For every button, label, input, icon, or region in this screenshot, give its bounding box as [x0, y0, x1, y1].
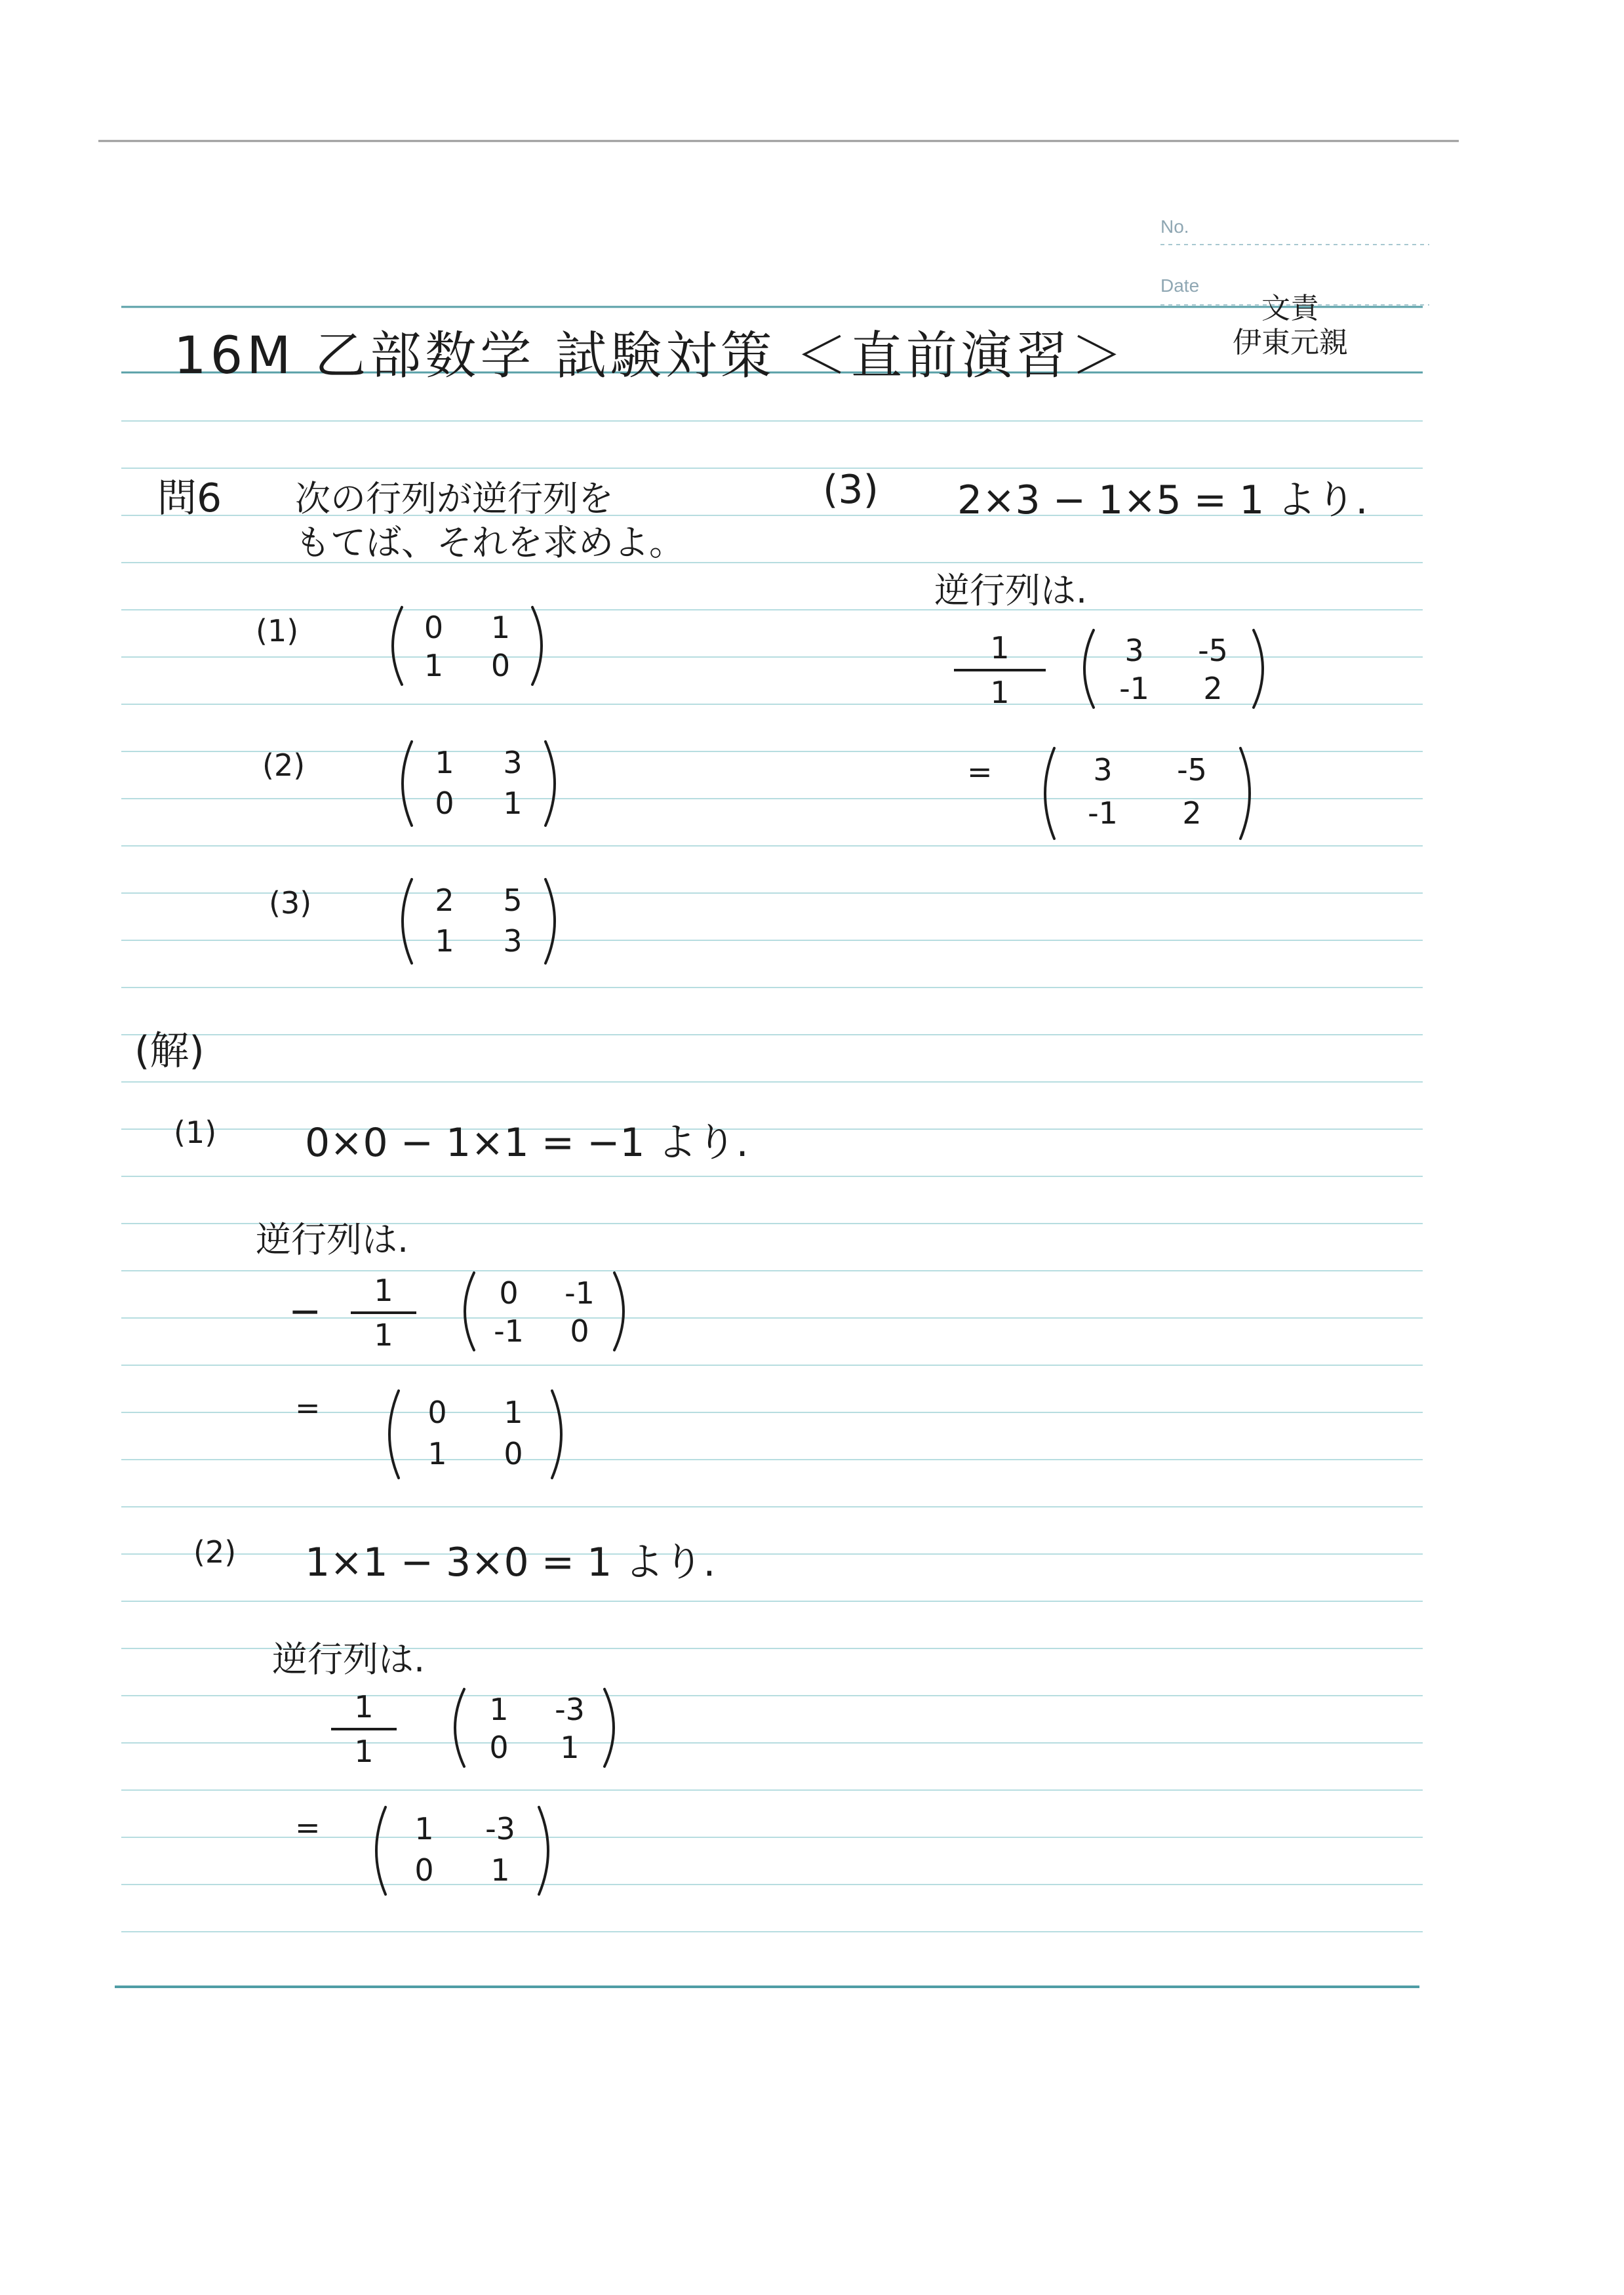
matrix-entry: 1	[489, 1692, 509, 1728]
matrix-entry: -3	[555, 1692, 585, 1728]
solution-3-result	[1036, 744, 1259, 843]
matrix-entry: -3	[485, 1810, 515, 1846]
left-paren	[1045, 748, 1054, 839]
matrix-entry: 2	[435, 883, 454, 919]
left-paren	[403, 742, 412, 826]
matrix-entry: 1	[560, 1729, 580, 1765]
fraction-numerator: 1	[374, 1273, 393, 1308]
solution-1-determinant: 0×0 − 1×1 = −1 より.	[305, 1120, 749, 1166]
problem-text-line2: もてば、それを求めよ。	[295, 522, 684, 563]
matrix-entry: 2	[1203, 670, 1223, 706]
matrix-entry: 3	[1093, 752, 1113, 788]
right-paren	[1240, 748, 1250, 839]
fraction-denominator: 1	[354, 1734, 374, 1769]
right-paren	[532, 607, 542, 685]
problem-matrix-1	[384, 603, 551, 688]
matrix-entry: 0	[499, 1275, 519, 1311]
fraction-bar	[331, 1728, 397, 1730]
solution-2-adjugate	[446, 1685, 623, 1770]
matrix-entry: 0	[570, 1313, 589, 1349]
left-paren	[1084, 630, 1094, 708]
left-paren	[455, 1689, 464, 1766]
right-paren	[545, 742, 555, 826]
matrix-entry: 1	[424, 647, 444, 683]
solution-2-inverse-label: 逆行列は.	[272, 1639, 426, 1680]
matrix-entry: 0	[490, 647, 511, 683]
matrix-entry: 1	[503, 785, 523, 821]
date-label: Date	[1160, 275, 1200, 296]
matrix-entry: -5	[1177, 752, 1207, 788]
matrix-entry: -1	[1119, 670, 1149, 706]
solution-1-inverse-label: 逆行列は.	[256, 1219, 409, 1260]
matrix-entry: -1	[494, 1313, 524, 1349]
matrix-entry: -5	[1198, 633, 1228, 669]
fraction-numerator: 1	[354, 1689, 374, 1725]
no-label: No.	[1160, 216, 1189, 237]
author-role: 文責	[1261, 292, 1319, 325]
right-paren	[1254, 630, 1263, 708]
left-paren	[389, 1391, 399, 1478]
matrix-entry: 1	[490, 610, 511, 646]
right-paren	[545, 879, 555, 963]
matrix-entry: 0	[489, 1729, 509, 1765]
problem-matrix-3	[393, 875, 564, 967]
matrix-entry: -1	[564, 1275, 595, 1311]
solution-3-adjugate	[1075, 626, 1272, 711]
matrix-parentheses	[380, 1387, 570, 1482]
right-paren	[552, 1391, 561, 1478]
solution-1-result	[380, 1387, 570, 1482]
matrix-parentheses	[1036, 744, 1259, 843]
matrix-entry: 3	[503, 923, 523, 959]
fraction-numerator: 1	[990, 630, 1010, 666]
matrix-parentheses	[1075, 626, 1272, 711]
solution-label: (解)	[134, 1028, 205, 1074]
matrix-entry: 0	[504, 1436, 523, 1472]
left-paren	[393, 607, 402, 685]
solution-3-fraction	[954, 629, 1046, 711]
solution-1-sign: −	[288, 1288, 322, 1334]
solution-3-num: (3)	[823, 467, 879, 513]
matrix-entry: 1	[435, 923, 454, 959]
matrix-entry: 0	[435, 785, 454, 821]
matrix-entry: 3	[1124, 633, 1144, 669]
solution-3-determinant: 2×3 − 1×5 = 1 より.	[957, 477, 1368, 523]
problem-text-line1: 次の行列が逆行列を	[295, 478, 614, 519]
matrix-entry: 0	[424, 610, 444, 646]
matrix-entry: 1	[427, 1436, 447, 1472]
matrix-entry: 1	[490, 1852, 510, 1888]
solution-1-fraction	[351, 1272, 416, 1353]
matrix-entry: -1	[1088, 795, 1118, 831]
solution-1-adjugate	[456, 1269, 633, 1354]
right-paren	[604, 1689, 614, 1766]
author-block	[1233, 292, 1348, 360]
solution-1-num: (1)	[174, 1115, 217, 1150]
solution-2-determinant: 1×1 − 3×0 = 1 より.	[305, 1540, 716, 1586]
matrix-entry: 1	[504, 1394, 523, 1430]
right-paren	[614, 1273, 624, 1350]
solution-3-inverse-label: 逆行列は.	[934, 570, 1088, 611]
matrix-entry: 2	[1182, 795, 1202, 831]
solution-2-num: (2)	[193, 1534, 237, 1570]
left-paren	[403, 879, 412, 963]
page-title: 16M 乙部数学 試験対策 ＜直前演習＞	[174, 327, 1126, 386]
left-paren	[376, 1807, 386, 1894]
matrix-entry: 5	[503, 883, 523, 919]
matrix-entry: 1	[435, 745, 454, 781]
matrix-entry: 0	[427, 1394, 447, 1430]
left-paren	[465, 1273, 474, 1350]
problem-item-2-num: (2)	[262, 748, 306, 783]
problem-label: 問6	[157, 475, 222, 521]
fraction-bar	[954, 669, 1046, 671]
solution-2-equals: =	[295, 1810, 321, 1845]
matrix-parentheses	[367, 1803, 557, 1898]
problem-matrix-2	[393, 738, 564, 829]
solution-2-result	[367, 1803, 557, 1898]
problem-item-3-num: (3)	[269, 885, 312, 921]
fraction-denominator: 1	[374, 1317, 393, 1353]
right-paren	[539, 1807, 548, 1894]
matrix-entry: 3	[503, 745, 523, 781]
solution-2-fraction	[331, 1688, 397, 1770]
matrix-entry: 1	[414, 1810, 434, 1846]
matrix-entry: 0	[414, 1852, 434, 1888]
solution-1-equals: =	[295, 1390, 321, 1426]
problem-item-1-num: (1)	[256, 613, 299, 649]
fraction-bar	[351, 1311, 416, 1314]
solution-3-equals: =	[967, 754, 993, 789]
author-name: 伊東元親	[1233, 326, 1348, 359]
fraction-denominator: 1	[990, 675, 1010, 710]
